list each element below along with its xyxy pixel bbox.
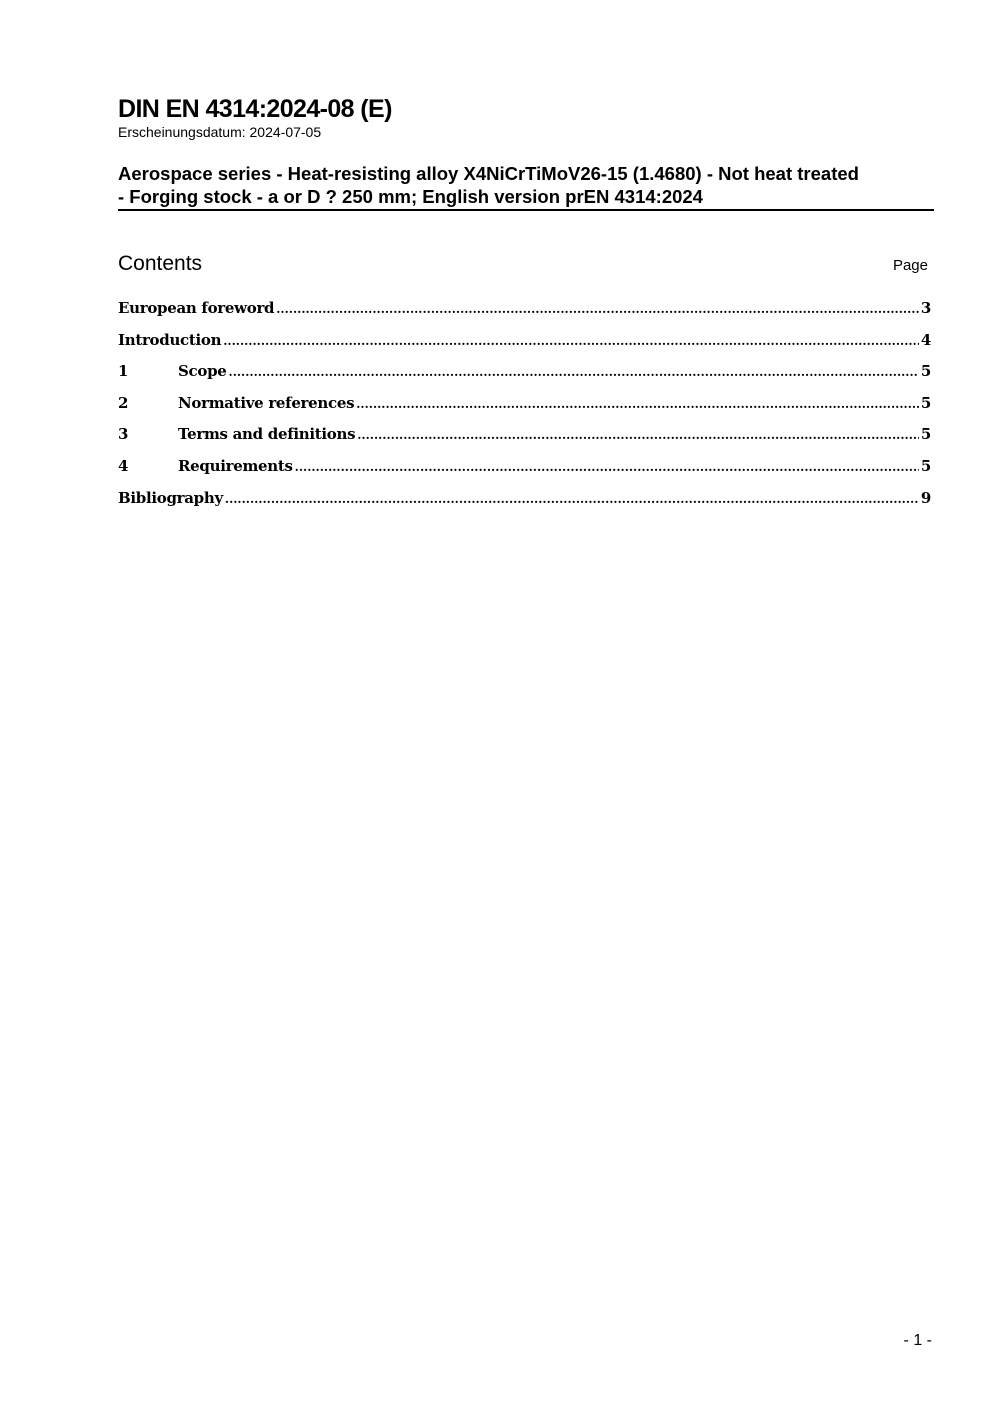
toc-entry-european-foreword[interactable]: [118, 299, 931, 331]
toc-dot-leader: [295, 460, 919, 474]
toc-entry-scope[interactable]: [118, 362, 931, 394]
toc-entry-page: 5: [920, 393, 931, 412]
toc-entry-number: 1: [118, 362, 129, 381]
toc-entry-label: European foreword: [118, 299, 275, 317]
toc-entry-requirements[interactable]: [118, 457, 931, 489]
toc-entry-label: Normative references: [178, 393, 355, 412]
page-number: - 1 -: [903, 1332, 932, 1349]
toc-entry-page: 5: [920, 425, 931, 444]
contents-heading: Contents: [118, 252, 203, 275]
document-title-line-1: Aerospace series - Heat-resisting alloy X4NiCrTiMoV26-15 (1.4680) - Not heat treated: [118, 163, 859, 184]
toc-entry-label: Scope: [178, 362, 227, 381]
document-header: [118, 94, 934, 140]
toc-entry-normative-references[interactable]: [118, 394, 931, 426]
toc-entry-page: 5: [920, 456, 931, 475]
toc-dot-leader: [276, 302, 919, 316]
document-title-line-2: - Forging stock - a or D ? 250 mm; English version prEN 4314:2024: [118, 185, 703, 207]
toc-entry-bibliography[interactable]: [118, 489, 931, 521]
toc-entry-page: 9: [920, 488, 931, 507]
toc-dot-leader: [357, 428, 919, 442]
toc-dot-leader: [223, 334, 919, 348]
toc-header: [118, 250, 928, 278]
toc-entry-label: Terms and definitions: [178, 425, 356, 444]
toc-entry-number: 3: [118, 425, 129, 444]
toc-entry-number: 2: [118, 393, 129, 412]
toc-dot-leader: [356, 397, 919, 411]
toc-entry-introduction[interactable]: [118, 331, 931, 363]
table-of-contents: [118, 299, 931, 520]
toc-entry-page: 5: [920, 362, 931, 381]
toc-entry-page: 4: [920, 330, 931, 349]
toc-dot-leader: [229, 365, 919, 379]
toc-entry-number: 4: [118, 456, 129, 475]
publication-date: Erscheinungsdatum: 2024-07-05: [118, 124, 322, 140]
toc-entry-label: Bibliography: [118, 488, 223, 507]
page-column-label: Page: [892, 257, 928, 274]
document-id: DIN EN 4314:2024-08 (E): [118, 95, 392, 123]
toc-entry-page: 3: [920, 299, 931, 317]
toc-dot-leader: [225, 492, 919, 506]
document-title: [118, 163, 934, 211]
toc-entry-label: Introduction: [118, 330, 222, 349]
toc-entry-label: Requirements: [178, 456, 293, 475]
toc-entry-terms-and-definitions[interactable]: [118, 425, 931, 457]
